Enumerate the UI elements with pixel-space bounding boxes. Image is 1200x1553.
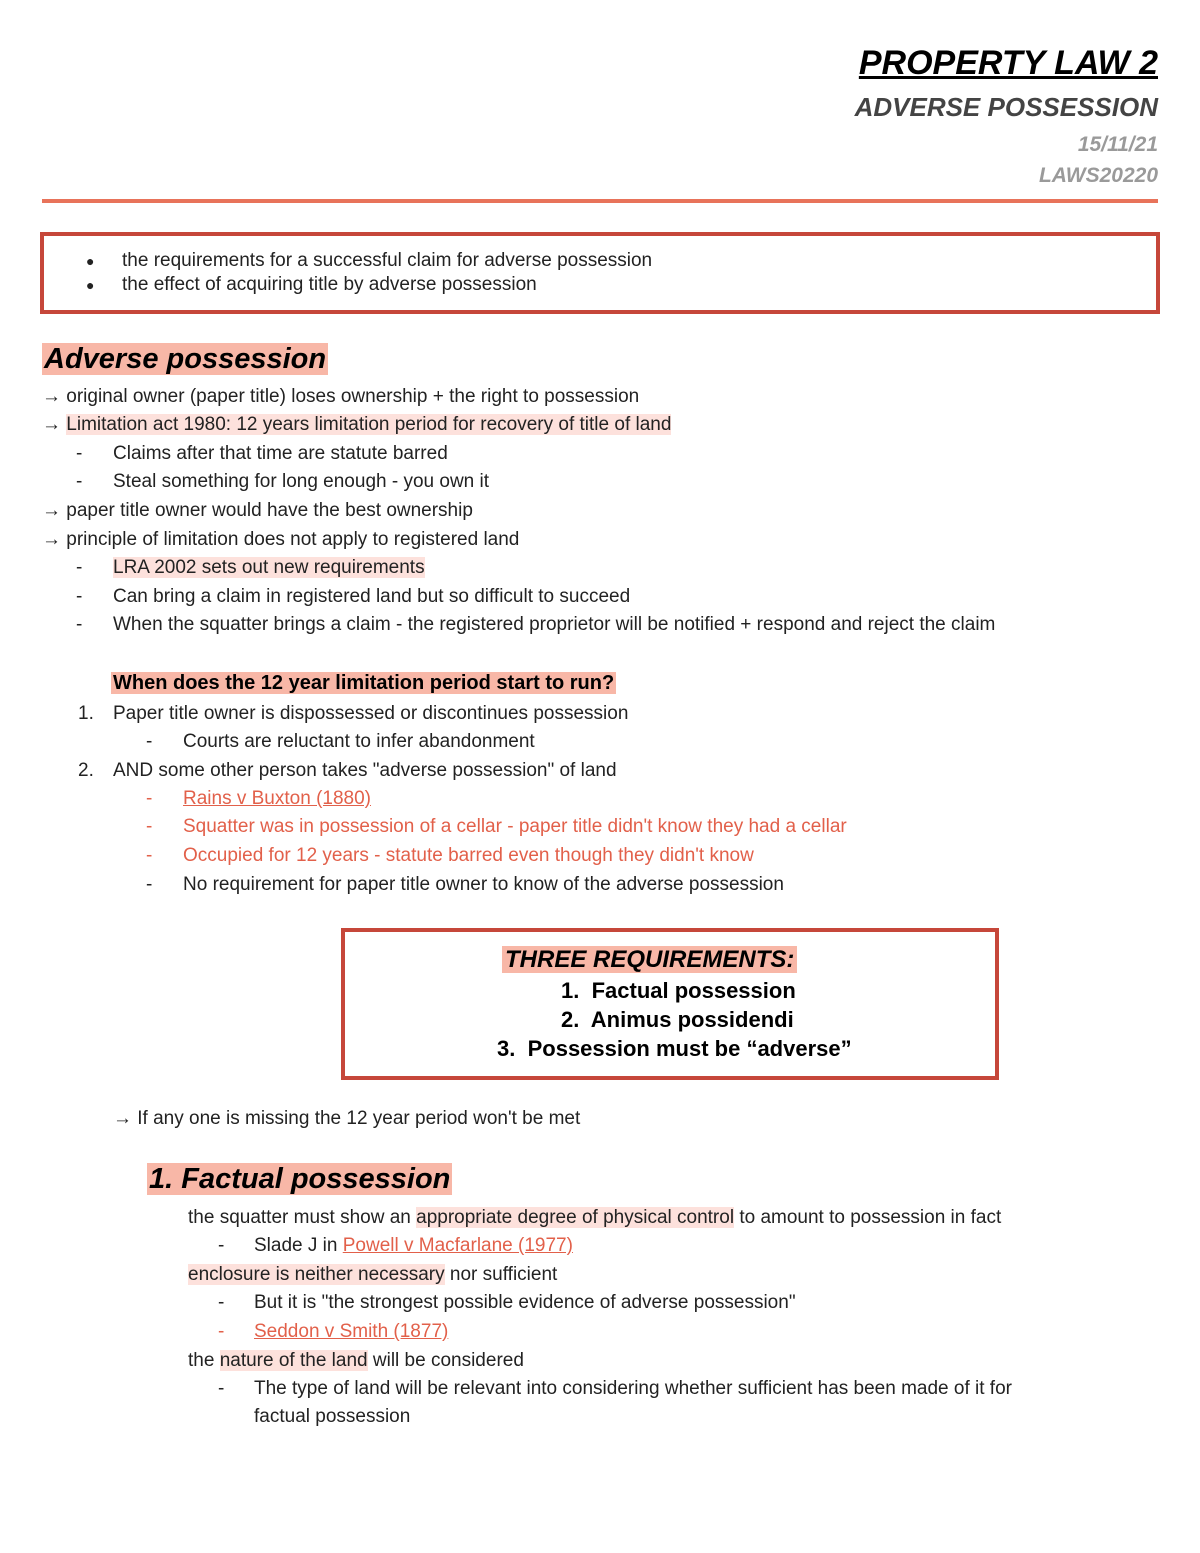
list-item: Paper title owner is dispossessed or discontinues possession (113, 703, 629, 724)
objective-item (86, 250, 94, 272)
section-heading: 1. Factual possession (149, 1163, 451, 1195)
arrow-icon: → (42, 529, 61, 550)
header-divider (42, 199, 1158, 203)
list-item: AND some other person takes "adverse possession" of land (113, 760, 617, 781)
dash-icon: - (218, 1378, 225, 1399)
requirements-title: THREE REQUIREMENTS: (502, 946, 797, 974)
dash-icon: - (76, 614, 83, 635)
sub-note: When the squatter brings a claim - the registered proprietor will be notified + respond and reject the claim (113, 614, 996, 635)
requirement-item: 1. Factual possession (561, 978, 796, 1003)
sub-note: factual possession (254, 1406, 411, 1427)
sub-note: Claims after that time are statute barred (113, 443, 448, 464)
note-line: → principle of limitation does not apply to registered land (42, 529, 520, 550)
arrow-icon: → (113, 1108, 132, 1129)
sub-note: No requirement for paper title owner to know of the adverse possession (183, 874, 784, 895)
case-note: Squatter was in possession of a cellar - paper title didn't know they had a cellar (183, 816, 847, 837)
dash-icon: - (146, 874, 153, 895)
dash-icon: - (146, 788, 153, 809)
bullet-icon: ● (86, 253, 95, 269)
sub-note: But it is "the strongest possible evidence of adverse possession" (254, 1292, 796, 1313)
requirement-item: 2. Animus possidendi (561, 1007, 794, 1032)
list-number: 2. (78, 760, 94, 781)
dash-icon: - (146, 816, 153, 837)
list-number: 1. (78, 703, 94, 724)
sub-note: The type of land will be relevant into considering whether sufficient has been made of it for (254, 1378, 1012, 1399)
dash-icon: - (146, 845, 153, 866)
topic-title: ADVERSE POSSESSION (854, 92, 1158, 122)
objective-item (86, 274, 94, 296)
dash-icon: - (76, 586, 83, 607)
note-line: → If any one is missing the 12 year period won't be met (113, 1108, 581, 1129)
arrow-icon: → (42, 386, 61, 407)
note-line: → Limitation act 1980: 12 years limitation period for recovery of title of land (42, 414, 672, 435)
dash-icon: - (218, 1235, 225, 1256)
objective-text: the effect of acquiring title by adverse possession (122, 274, 537, 295)
note-line: enclosure is neither necessary nor sufficient (188, 1264, 558, 1285)
objective-text: the requirements for a successful claim for adverse possession (122, 250, 653, 271)
section-heading: Adverse possession (44, 343, 327, 375)
note-line: → original owner (paper title) loses ownership + the right to possession (42, 386, 640, 407)
sub-note: Steal something for long enough - you own it (113, 471, 490, 492)
note-line: → paper title owner would have the best ownership (42, 500, 473, 521)
sub-note: Slade J in Powell v Macfarlane (1977) (254, 1235, 573, 1256)
dash-icon: - (76, 443, 83, 464)
module-code: LAWS20220 (1038, 164, 1158, 187)
note-line: the squatter must show an appropriate degree of physical control to amount to possession in fact (188, 1207, 1002, 1228)
case-link[interactable]: Powell v Macfarlane (1977) (342, 1235, 573, 1256)
case-link[interactable]: Seddon v Smith (1877) (254, 1321, 449, 1342)
case-note: Occupied for 12 years - statute barred even though they didn't know (183, 845, 754, 866)
sub-note: Can bring a claim in registered land but so difficult to succeed (113, 586, 631, 607)
requirement-item: 3. Possession must be “adverse” (497, 1036, 852, 1061)
dash-icon: - (76, 557, 83, 578)
case-link[interactable]: Rains v Buxton (1880) (183, 788, 371, 809)
arrow-icon: → (42, 414, 61, 435)
sub-note: Courts are reluctant to infer abandonment (183, 731, 535, 752)
course-title: PROPERTY LAW 2 (858, 44, 1158, 82)
dash-icon: - (218, 1292, 225, 1313)
dash-icon: - (146, 731, 153, 752)
dash-icon: - (76, 471, 83, 492)
bullet-icon: ● (86, 277, 95, 293)
note-line: the nature of the land will be considered (188, 1350, 524, 1371)
dash-icon: - (218, 1321, 225, 1342)
lecture-date: 15/11/21 (1077, 133, 1158, 156)
arrow-icon: → (42, 500, 61, 521)
question-heading: When does the 12 year limitation period start to run? (113, 672, 615, 694)
objectives-box (40, 232, 1160, 314)
sub-note: LRA 2002 sets out new requirements (113, 557, 425, 578)
